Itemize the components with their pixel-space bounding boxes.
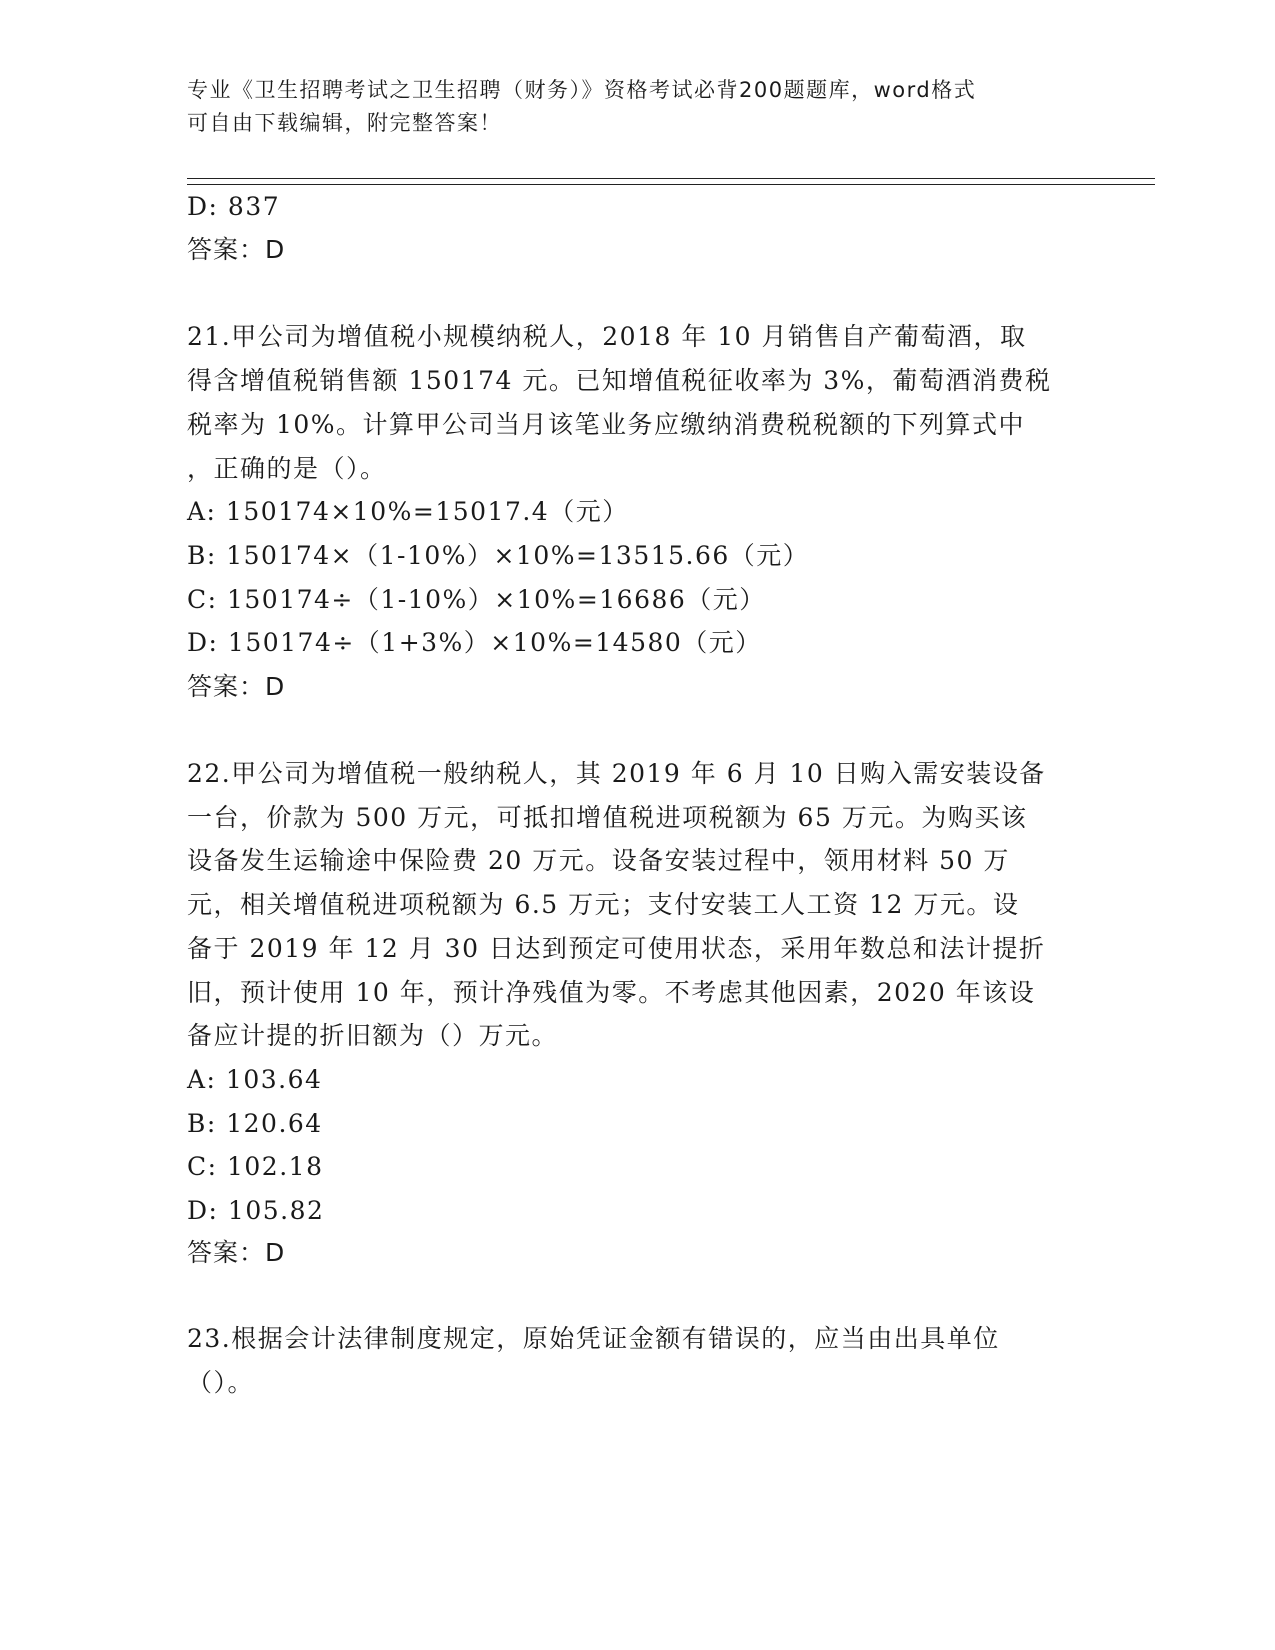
question-21-stem-line: 税率为 10%。计算甲公司当月该笔业务应缴纳消费税税额的下列算式中 xyxy=(187,410,1026,439)
question-21-stem-line: 21.甲公司为增值税小规模纳税人，2018 年 10 月销售自产葡萄酒，取 xyxy=(187,322,1027,351)
question-22-stem-line: 一台，价款为 500 万元，可抵扣增值税进项税额为 65 万元。为购买该 xyxy=(187,803,1028,832)
question-22-option-b: B: 120.64 xyxy=(187,1109,323,1138)
prev-answer: 答案：D xyxy=(187,235,286,264)
prev-option-d: D: 837 xyxy=(187,192,281,221)
question-22-stem-line: 设备发生运输途中保险费 20 万元。设备安装过程中，领用材料 50 万 xyxy=(187,846,1010,875)
question-22-option-a: A: 103.64 xyxy=(187,1065,323,1094)
question-22-option-c: C: 102.18 xyxy=(187,1152,324,1181)
question-21-option-d: D: 150174÷（1+3%）×10%=14580（元） xyxy=(187,628,762,657)
header-line-1: 专业《卫生招聘考试之卫生招聘（财务）》资格考试必背200题题库，word格式 xyxy=(187,78,977,102)
question-23-stem-line: 23.根据会计法律制度规定，原始凭证金额有错误的，应当由出具单位 xyxy=(187,1324,1000,1353)
question-21-answer: 答案：D xyxy=(187,672,286,701)
question-22-stem-line: 备于 2019 年 12 月 30 日达到预定可使用状态，采用年数总和法计提折 xyxy=(187,934,1046,963)
question-22-stem-line: 元，相关增值税进项税额为 6.5 万元；支付安装工人工资 12 万元。设 xyxy=(187,890,1020,919)
document-header xyxy=(187,74,1067,140)
question-22-stem-line: 22.甲公司为增值税一般纳税人，其 2019 年 6 月 10 日购入需安装设备 xyxy=(187,759,1046,788)
question-21-stem-line: 得含增值税销售额 150174 元。已知增值税征收率为 3%，葡萄酒消费税 xyxy=(187,366,1052,395)
question-23-stem-line: （）。 xyxy=(187,1368,255,1397)
question-22-stem-line: 旧，预计使用 10 年，预计净残值为零。不考虑其他因素，2020 年该设 xyxy=(187,978,1036,1007)
question-21-option-a: A: 150174×10%=15017.4（元） xyxy=(187,497,629,526)
header-divider-bottom xyxy=(187,184,1155,185)
header-line-2: 可自由下载编辑，附完整答案！ xyxy=(187,111,502,135)
question-21-option-c: C: 150174÷（1-10%）×10%=16686（元） xyxy=(187,585,766,614)
question-22-stem-line: 备应计提的折旧额为（）万元。 xyxy=(187,1021,559,1050)
question-22-answer: 答案：D xyxy=(187,1238,286,1267)
question-21-stem-line: ，正确的是（）。 xyxy=(187,454,387,483)
header-divider-top xyxy=(187,178,1155,179)
question-21-option-b: B: 150174×（1-10%）×10%=13515.66（元） xyxy=(187,541,810,570)
question-22-option-d: D: 105.82 xyxy=(187,1196,325,1225)
